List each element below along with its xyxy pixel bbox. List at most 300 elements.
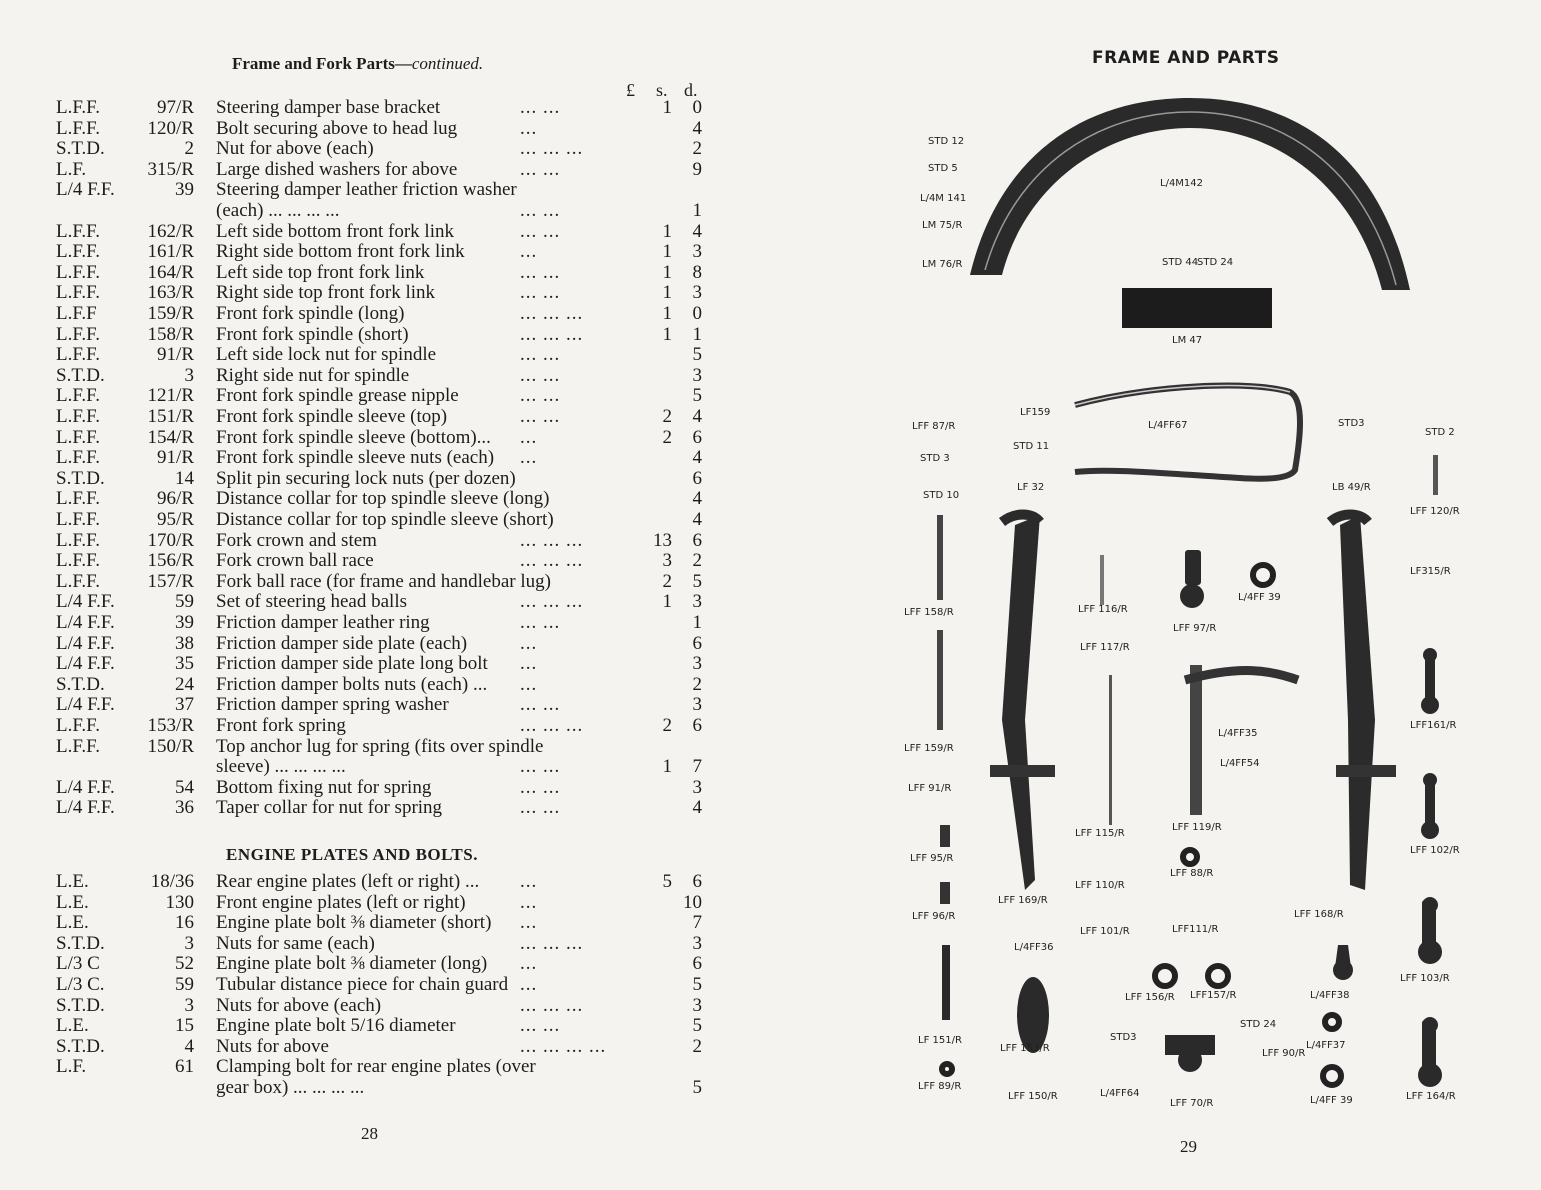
- cell-desc: Left side lock nut for spindle: [216, 344, 437, 366]
- cell-dots: ... ... ...: [520, 932, 584, 954]
- cell-dots: ... ... ... ...: [520, 1035, 607, 1057]
- table-row: [0, 674, 770, 695]
- cell-desc: Nuts for above (each): [216, 994, 382, 1016]
- cell-code: L/3 C.: [56, 974, 105, 995]
- cell-dots: ... ...: [520, 97, 561, 118]
- table-row: [0, 303, 770, 324]
- cell-d: 5: [692, 1077, 702, 1098]
- cell-s: 1: [662, 756, 672, 778]
- cell-dots: ... ...: [520, 406, 561, 427]
- table-row: [0, 612, 770, 633]
- cell-desc: Front fork spring: [216, 715, 346, 736]
- part-label: L/4FF38: [1310, 990, 1350, 1001]
- cell-d: 10: [683, 891, 702, 913]
- u-stay-shape: [1075, 386, 1300, 479]
- cell-d: 6: [692, 426, 702, 448]
- cell-dots: ...: [520, 912, 538, 934]
- cell-num: 164/R: [147, 261, 194, 283]
- cell-num: 170/R: [147, 529, 194, 551]
- cell-desc: Front fork spindle grease nipple: [216, 385, 459, 407]
- cell-code: S.T.D.: [56, 994, 105, 1016]
- cell-desc: Steering damper base bracket: [216, 97, 441, 118]
- cell-desc: Right side nut for spindle: [216, 364, 410, 386]
- part-label: LF 32: [1017, 482, 1045, 493]
- cell-code: L/4 F.F.: [56, 653, 115, 675]
- table-row: [0, 365, 770, 386]
- table-row: [0, 530, 770, 551]
- cell-code: S.T.D.: [56, 364, 105, 386]
- cell-dots: ... ...: [520, 344, 561, 366]
- table-row: [0, 447, 770, 468]
- cell-desc: Split pin securing lock nuts (per dozen): [216, 467, 516, 489]
- part-label: L/4FF 39: [1238, 592, 1281, 603]
- part-label: LFF 102/R: [1410, 845, 1460, 856]
- cell-d: 5: [692, 1015, 702, 1037]
- table-row: [0, 427, 770, 448]
- cell-desc: Rear engine plates (left or right) ...: [216, 871, 480, 892]
- cell-code: L/4 F.F.: [56, 591, 115, 613]
- cell-dots: ...: [520, 871, 538, 892]
- cell-code: S.T.D.: [56, 1035, 105, 1057]
- table-row: [0, 653, 770, 674]
- part-label: STD 24: [1240, 1019, 1277, 1030]
- part-label: L/4FF67: [1148, 420, 1188, 431]
- cell-dots: ...: [520, 953, 538, 975]
- cell-s: 5: [662, 871, 672, 892]
- cell-d: 3: [692, 653, 702, 675]
- part-label: LB 49/R: [1332, 482, 1371, 493]
- cell-dots: ... ...: [520, 282, 561, 304]
- table-row: [0, 571, 770, 592]
- part-label: LF315/R: [1410, 566, 1451, 577]
- table-row: [0, 736, 770, 757]
- cell-dots: ... ...: [520, 158, 561, 180]
- cell-dots: ... ... ...: [520, 591, 584, 613]
- cell-s: 3: [662, 550, 672, 572]
- cell-desc: Left side bottom front fork link: [216, 220, 454, 242]
- cell-d: 7: [692, 912, 702, 934]
- table-row: [0, 1056, 770, 1077]
- cell-d: 2: [692, 1035, 702, 1057]
- section-title-engine: ENGINE PLATES AND BOLTS.: [226, 845, 478, 864]
- table-row: [0, 324, 770, 345]
- cell-num: 161/R: [147, 241, 194, 263]
- cell-num: 130: [165, 891, 194, 913]
- cell-dots: ... ...: [520, 220, 561, 242]
- cell-s: 1: [662, 241, 672, 263]
- cell-dots: ... ... ...: [520, 994, 584, 1016]
- cell-desc: Friction damper side plate long bolt: [216, 653, 488, 675]
- part-label: LFF 164/R: [1406, 1091, 1456, 1102]
- cell-d: 3: [692, 241, 702, 263]
- part-label: LFF 159/R: [904, 743, 954, 754]
- table-row: [0, 385, 770, 406]
- cell-s: 1: [662, 303, 672, 324]
- cell-num: 18/36: [150, 871, 194, 892]
- cell-d: 3: [692, 994, 702, 1016]
- cell-num: 156/R: [147, 550, 194, 572]
- table-row: [0, 344, 770, 365]
- table-row: [0, 694, 770, 715]
- table-row: [0, 777, 770, 798]
- cell-code: L.F.F.: [56, 735, 100, 757]
- cell-d: 3: [692, 932, 702, 954]
- cell-num: 37: [175, 694, 194, 716]
- cell-desc: sleeve) ... ... ... ...: [216, 756, 346, 778]
- cell-dots: ... ...: [520, 1015, 561, 1037]
- cell-code: S.T.D.: [56, 138, 105, 160]
- part-label: LFF 110/R: [1075, 880, 1125, 891]
- cell-code: S.T.D.: [56, 673, 105, 695]
- cell-num: 157/R: [147, 570, 194, 592]
- part-label: LFF 150/R: [1008, 1091, 1058, 1102]
- cell-dots: ... ...: [520, 385, 561, 407]
- cell-d: 2: [692, 673, 702, 695]
- table-row: [0, 550, 770, 571]
- table-row: [0, 797, 770, 818]
- cell-num: 59: [175, 591, 194, 613]
- part-label: LF159: [1020, 407, 1051, 418]
- cell-dots: ...: [520, 117, 538, 139]
- cell-code: L/4 F.F.: [56, 797, 115, 819]
- cell-s: 2: [662, 426, 672, 448]
- cell-s: 2: [662, 406, 672, 427]
- cell-dots: ...: [520, 447, 538, 469]
- cell-desc: Bolt securing above to head lug: [216, 117, 458, 139]
- part-label: L/4M142: [1160, 178, 1204, 189]
- cell-dots: ... ... ...: [520, 529, 584, 551]
- cell-dots: ... ...: [520, 261, 561, 283]
- cell-s: 2: [662, 570, 672, 592]
- cell-d: 4: [692, 488, 702, 510]
- cell-desc: gear box) ... ... ... ...: [216, 1077, 365, 1098]
- cell-s: 1: [662, 97, 672, 118]
- table-row: [0, 159, 770, 180]
- cell-num: 24: [175, 673, 194, 695]
- mudguard-plate: [1122, 288, 1272, 328]
- cell-desc: Steering damper leather friction washer: [216, 179, 517, 201]
- cell-desc: Nuts for same (each): [216, 932, 375, 954]
- cell-code: L.F.F.: [56, 323, 100, 345]
- cell-code: L.F.F.: [56, 220, 100, 242]
- table-row: [0, 756, 770, 777]
- page-title-left: Frame and Fork Parts—continued.: [232, 54, 484, 73]
- part-label: LM 47: [1172, 335, 1203, 346]
- cell-num: 35: [175, 653, 194, 675]
- part-label: LFF157/R: [1190, 990, 1237, 1001]
- right-page: [770, 0, 1541, 1190]
- cell-desc: Front fork spindle (short): [216, 323, 409, 345]
- cell-s: 1: [662, 323, 672, 345]
- part-label: LFF 169/R: [998, 895, 1048, 906]
- cell-code: L.E.: [56, 891, 89, 913]
- cell-dots: ... ... ...: [520, 323, 584, 345]
- part-label: LFF 87/R: [912, 421, 956, 432]
- table-row: [0, 1036, 770, 1057]
- cell-d: 5: [692, 385, 702, 407]
- cell-code: L/4 F.F.: [56, 612, 115, 633]
- cell-code: L.F.F.: [56, 406, 100, 427]
- cell-num: 54: [175, 776, 194, 798]
- cell-dots: ...: [520, 974, 538, 995]
- cell-num: 150/R: [147, 735, 194, 757]
- cell-dots: ...: [520, 426, 538, 448]
- cell-desc: Left side top front fork link: [216, 261, 425, 283]
- part-label: LF 151/R: [918, 1035, 962, 1046]
- cell-d: 4: [692, 220, 702, 242]
- cell-code: L.F.F.: [56, 550, 100, 572]
- cell-dots: ... ...: [520, 797, 561, 819]
- cell-code: L.F.F.: [56, 447, 100, 469]
- part-label: LFF 156/R: [1125, 992, 1175, 1003]
- cell-d: 3: [692, 776, 702, 798]
- cell-desc: Engine plate bolt ⅜ diameter (short): [216, 912, 492, 934]
- cell-dots: ... ... ...: [520, 550, 584, 572]
- cell-code: L.F.F.: [56, 426, 100, 448]
- table-row: [0, 488, 770, 509]
- cell-dots: ...: [520, 241, 538, 263]
- cell-num: 16: [175, 912, 194, 934]
- cell-code: L/4 F.F.: [56, 694, 115, 716]
- cell-num: 52: [175, 953, 194, 975]
- cell-dots: ...: [520, 653, 538, 675]
- part-label: LFF 103/R: [1400, 973, 1450, 984]
- table-row: [0, 179, 770, 200]
- cell-d: 0: [692, 97, 702, 118]
- cell-num: 39: [175, 179, 194, 201]
- cell-desc: Engine plate bolt 5/16 diameter: [216, 1015, 456, 1037]
- table-row: [0, 200, 770, 221]
- cell-num: 38: [175, 632, 194, 654]
- cell-dots: ... ...: [520, 612, 561, 633]
- cell-code: L.E.: [56, 1015, 89, 1037]
- cell-d: 8: [692, 261, 702, 283]
- cell-code: L/4 F.F.: [56, 632, 115, 654]
- part-label: STD 3: [920, 453, 950, 464]
- header-pounds: £: [626, 80, 635, 100]
- table-row: [0, 591, 770, 612]
- cell-desc: Distance collar for top spindle sleeve (long): [216, 488, 550, 510]
- part-label: LFF 119/R: [1172, 822, 1222, 833]
- cell-desc: Nut for above (each): [216, 138, 374, 160]
- cell-d: 4: [692, 447, 702, 469]
- part-label: STD 44: [1162, 257, 1199, 268]
- table-row: [0, 138, 770, 159]
- cell-code: L.F.F.: [56, 344, 100, 366]
- cell-dots: ...: [520, 891, 538, 913]
- cell-num: 120/R: [147, 117, 194, 139]
- cell-code: S.T.D.: [56, 467, 105, 489]
- cell-num: 3: [184, 932, 194, 954]
- cell-code: L.F.: [56, 1056, 87, 1078]
- header-pence: d.: [684, 80, 698, 100]
- cell-dots: ... ... ...: [520, 715, 584, 736]
- cell-code: L.F.F.: [56, 488, 100, 510]
- cell-d: 1: [692, 200, 702, 221]
- table-row: [0, 282, 770, 303]
- cell-code: L/3 C: [56, 953, 100, 975]
- part-label: LFF 115/R: [1075, 828, 1125, 839]
- table-row: [0, 1015, 770, 1036]
- cell-dots: ... ... ...: [520, 138, 584, 160]
- cell-d: 9: [692, 158, 702, 180]
- cell-num: 158/R: [147, 323, 194, 345]
- part-label: LFF 153/R: [1000, 1043, 1050, 1054]
- cell-num: 96/R: [157, 488, 194, 510]
- table-row: [0, 509, 770, 530]
- cell-desc: Friction damper side plate (each): [216, 632, 468, 654]
- cell-num: 159/R: [147, 303, 194, 324]
- cell-d: 3: [692, 364, 702, 386]
- cell-d: 2: [692, 550, 702, 572]
- cell-code: L.F.F.: [56, 529, 100, 551]
- table-row: [0, 118, 770, 139]
- cell-dots: ...: [520, 632, 538, 654]
- cell-dots: ... ...: [520, 694, 561, 716]
- cell-code: L/4 F.F.: [56, 776, 115, 798]
- cell-desc: Distance collar for top spindle sleeve (short): [216, 509, 554, 530]
- cell-desc: Fork crown ball race: [216, 550, 374, 572]
- part-label: STD 2: [1425, 427, 1455, 438]
- part-label: STD 12: [928, 136, 965, 147]
- cell-d: 5: [692, 344, 702, 366]
- table-row: [0, 912, 770, 933]
- cell-desc: Front fork spindle sleeve (top): [216, 406, 448, 427]
- spindle-long: [937, 515, 943, 600]
- cell-desc: Clamping bolt for rear engine plates (over: [216, 1056, 536, 1078]
- cell-d: 5: [692, 570, 702, 592]
- table-row: [0, 468, 770, 489]
- cell-code: L.F.F.: [56, 509, 100, 530]
- cell-desc: Tubular distance piece for chain guard: [216, 974, 509, 995]
- cell-num: 59: [175, 974, 194, 995]
- cell-num: 121/R: [147, 385, 194, 407]
- cell-desc: Engine plate bolt ⅜ diameter (long): [216, 953, 488, 975]
- cell-num: 154/R: [147, 426, 194, 448]
- cell-num: 3: [184, 994, 194, 1016]
- part-label: LFF111/R: [1172, 924, 1219, 935]
- cell-s: 1: [662, 220, 672, 242]
- part-label: LFF 101/R: [1080, 926, 1130, 937]
- cell-d: 3: [692, 591, 702, 613]
- cell-d: 1: [692, 612, 702, 633]
- part-label: STD3: [1110, 1032, 1137, 1043]
- cell-desc: Friction damper spring washer: [216, 694, 449, 716]
- left-page: [0, 0, 770, 1190]
- cell-d: 3: [692, 694, 702, 716]
- part-label: L/4FF64: [1100, 1088, 1140, 1099]
- part-label: STD 24: [1197, 257, 1234, 268]
- part-label: LFF 90/R: [1262, 1048, 1306, 1059]
- cell-desc: Friction damper leather ring: [216, 612, 430, 633]
- part-label: LFF 97/R: [1173, 623, 1217, 634]
- part-label: LFF 116/R: [1078, 604, 1128, 615]
- table-row: [0, 97, 770, 118]
- cell-code: L.F.F.: [56, 385, 100, 407]
- cell-desc: Front fork spindle sleeve nuts (each): [216, 447, 495, 469]
- cell-d: 6: [692, 715, 702, 736]
- part-label: STD 11: [1013, 441, 1050, 452]
- table-row: [0, 892, 770, 913]
- cell-d: 4: [692, 797, 702, 819]
- cell-d: 1: [692, 323, 702, 345]
- cell-desc: Bottom fixing nut for spring: [216, 776, 432, 798]
- cell-d: 4: [692, 406, 702, 427]
- cell-num: 2: [184, 138, 194, 160]
- cell-desc: Taper collar for nut for spring: [216, 797, 443, 819]
- fork-blade-left: [1002, 515, 1040, 890]
- cell-code: L.F.F.: [56, 282, 100, 304]
- cell-code: L.F.F.: [56, 241, 100, 263]
- cell-s: 1: [662, 282, 672, 304]
- cell-d: 6: [692, 871, 702, 892]
- cell-num: 95/R: [157, 509, 194, 530]
- spindle-short: [937, 630, 943, 730]
- cell-dots: ...: [520, 673, 538, 695]
- part-label: LFF 70/R: [1170, 1098, 1214, 1109]
- part-label: LFF 95/R: [910, 853, 954, 864]
- part-label: LM 75/R: [922, 220, 963, 231]
- part-label: LFF 117/R: [1080, 642, 1130, 653]
- cell-desc: Set of steering head balls: [216, 591, 408, 613]
- table-row: [0, 633, 770, 654]
- cell-num: 315/R: [147, 158, 194, 180]
- table-row: [0, 1077, 770, 1098]
- table-row: [0, 715, 770, 736]
- table-row: [0, 995, 770, 1016]
- part-label: STD3: [1338, 418, 1365, 429]
- cell-d: 6: [692, 467, 702, 489]
- table-row: [0, 974, 770, 995]
- cell-num: 153/R: [147, 715, 194, 736]
- cell-s: 2: [662, 715, 672, 736]
- part-label: L/4FF35: [1218, 728, 1258, 739]
- part-label: LFF161/R: [1410, 720, 1457, 731]
- cell-desc: Large dished washers for above: [216, 158, 458, 180]
- cell-num: 15: [175, 1015, 194, 1037]
- cell-num: 162/R: [147, 220, 194, 242]
- cell-d: 5: [692, 974, 702, 995]
- cell-d: 4: [692, 509, 702, 530]
- cell-d: 0: [692, 303, 702, 324]
- page-number-right: 29: [1180, 1137, 1197, 1156]
- cell-desc: Friction damper bolts nuts (each) ...: [216, 673, 488, 695]
- cell-desc: (each) ... ... ... ...: [216, 200, 340, 221]
- part-label: LM 76/R: [922, 259, 963, 270]
- table-row: [0, 262, 770, 283]
- cell-num: 61: [175, 1056, 194, 1078]
- cell-desc: Fork ball race (for frame and handlebar lug): [216, 570, 551, 592]
- table-row: [0, 406, 770, 427]
- part-label: LFF 168/R: [1294, 909, 1344, 920]
- part-label: L/4M 141: [920, 193, 967, 204]
- cell-d: 6: [692, 529, 702, 551]
- part-label: L/4FF37: [1306, 1040, 1346, 1051]
- cell-num: 3: [184, 364, 194, 386]
- cell-num: 14: [175, 467, 194, 489]
- cell-dots: ... ... ...: [520, 303, 584, 324]
- parts-illustration: [770, 0, 1541, 1190]
- cell-code: L.F.F.: [56, 97, 100, 118]
- cell-desc: Front fork spindle sleeve (bottom)...: [216, 426, 491, 448]
- cell-d: 4: [692, 117, 702, 139]
- cell-desc: Right side bottom front fork link: [216, 241, 465, 263]
- cell-num: 97/R: [157, 97, 194, 118]
- part-label: LFF 158/R: [904, 607, 954, 618]
- cell-code: L.F.F.: [56, 261, 100, 283]
- cell-num: 163/R: [147, 282, 194, 304]
- table-row: [0, 241, 770, 262]
